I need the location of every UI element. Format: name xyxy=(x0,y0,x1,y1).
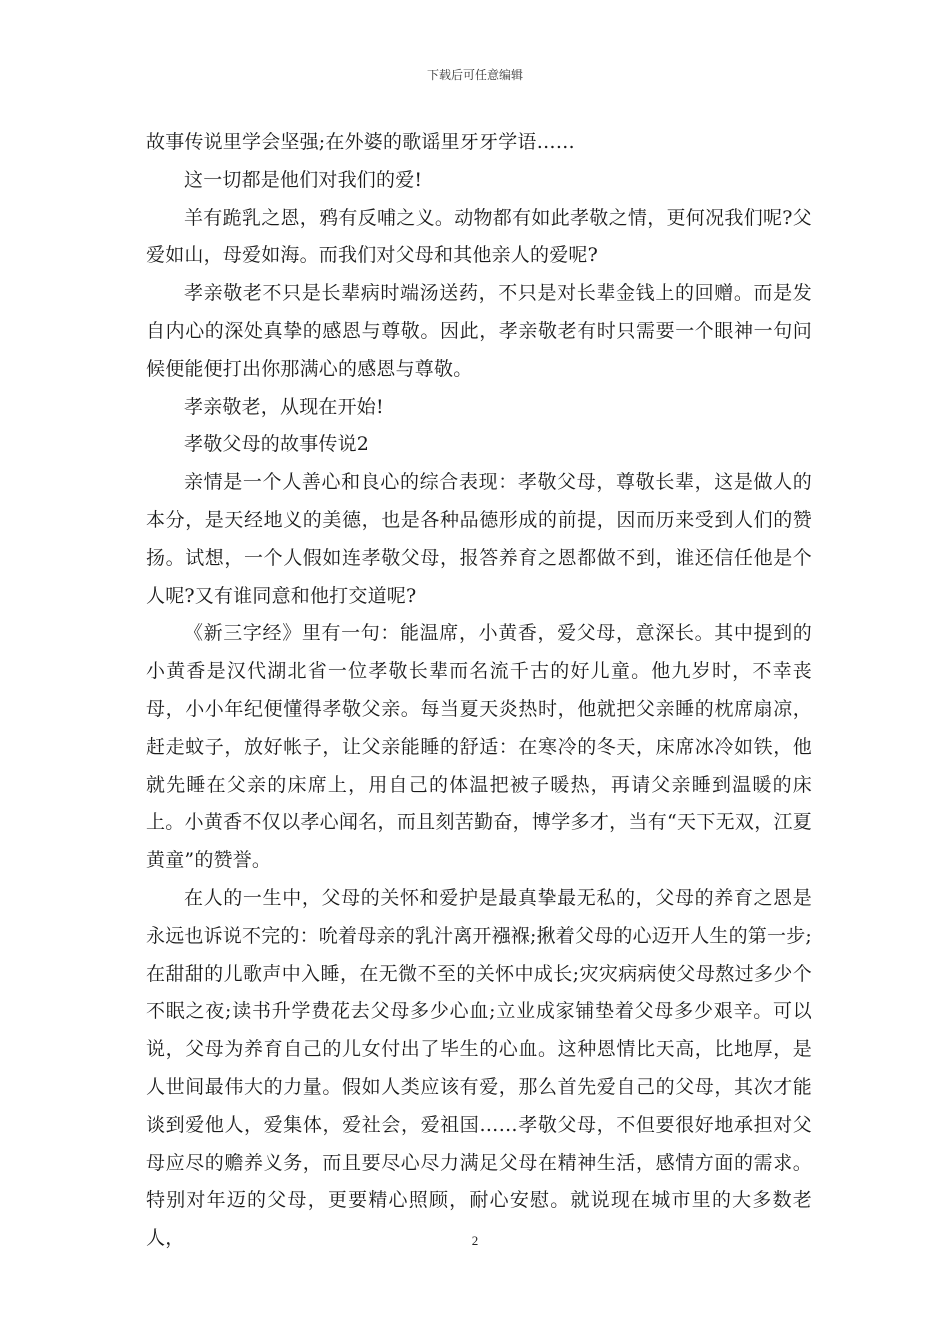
paragraph: 故事传说里学会坚强;在外婆的歌谣里牙牙学语…… xyxy=(146,131,576,153)
paragraph: 这一切都是他们对我们的爱! xyxy=(184,168,423,191)
paragraph: 《新三字经》里有一句：能温席，小黄香，爱父母，意深长。其中提到的小黄香是汉代湖北省一位孝敬长辈而名流千古的好儿童。他九岁时，不幸丧母，小小年纪便懂得孝敬父亲。每当夏天炎热时，他就把父亲睡的枕席扇凉，赶走蚊子，放好帐子，让父亲能睡的舒适：在寒冷的冬天，床席冰冷如铁，他就先睡在父亲的床席上，用自己的体温把被子暖热，再请父亲睡到温暖的床上。小黄香不仅以孝心闻名，而且刻苦勤奋，博学多才，当有“天下无双，江夏黄童”的赞誉。 xyxy=(146,622,812,872)
paragraph: 孝亲敬老，从现在开始! xyxy=(184,395,384,418)
section-heading: 孝敬父母的故事传说2 xyxy=(184,433,370,456)
paragraph: 在人的一生中，父母的关怀和爱护是最真挚最无私的，父母的养育之恩是永远也诉说不完的：吮着母亲的乳汁离开襁褓;揪着父母的心迈开人生的第一步;在甜甜的儿歌声中入睡，在无微不至的关怀中成长;灾灾病病使父母熬过多少个不眠之夜;读书升学费花去父母多少心血;立业成家铺垫着父母多少艰辛。可以说，父母为养育自己的儿女付出了毕生的心血。这种恩情比天高，比地厚，是人世间最伟大的力量。假如人类应该有爱，那么首先爱自己的父母，其次才能谈到爱他人，爱集体，爱社会，爱祖国……孝敬父母，不但要很好地承担对父母应尽的赡养义务，而且要尽心尽力满足父母在精神生活，感情方面的需求。特别对年迈的父母，更要精心照顾，耐心安慰。就说现在城市里的大多数老人， xyxy=(146,886,813,1250)
paragraph: 孝亲敬老不只是长辈病时端汤送药，不只是对长辈金钱上的回赠。而是发自内心的深处真挚的感恩与尊敬。因此，孝亲敬老有时只需要一个眼神一句问候便能便打出你那满心的感恩与尊敬。 xyxy=(146,282,812,380)
paragraph: 羊有跪乳之恩，鸦有反哺之义。动物都有如此孝敬之情，更何况我们呢?父爱如山，母爱如海。而我们对父母和其他亲人的爱呢? xyxy=(146,206,812,267)
paragraph: 亲情是一个人善心和良心的综合表现：孝敬父母，尊敬长辈，这是做人的本分，是天经地义的美德，也是各种品德形成的前提，因而历来受到人们的赞扬。试想，一个人假如连孝敬父母，报答养育之恩都做不到，谁还信任他是个人呢?又有谁同意和他打交道呢? xyxy=(146,471,812,607)
page-header: 下载后可任意编辑 xyxy=(426,68,523,82)
document-body xyxy=(146,124,812,1258)
page-number: 2 xyxy=(471,1233,479,1248)
